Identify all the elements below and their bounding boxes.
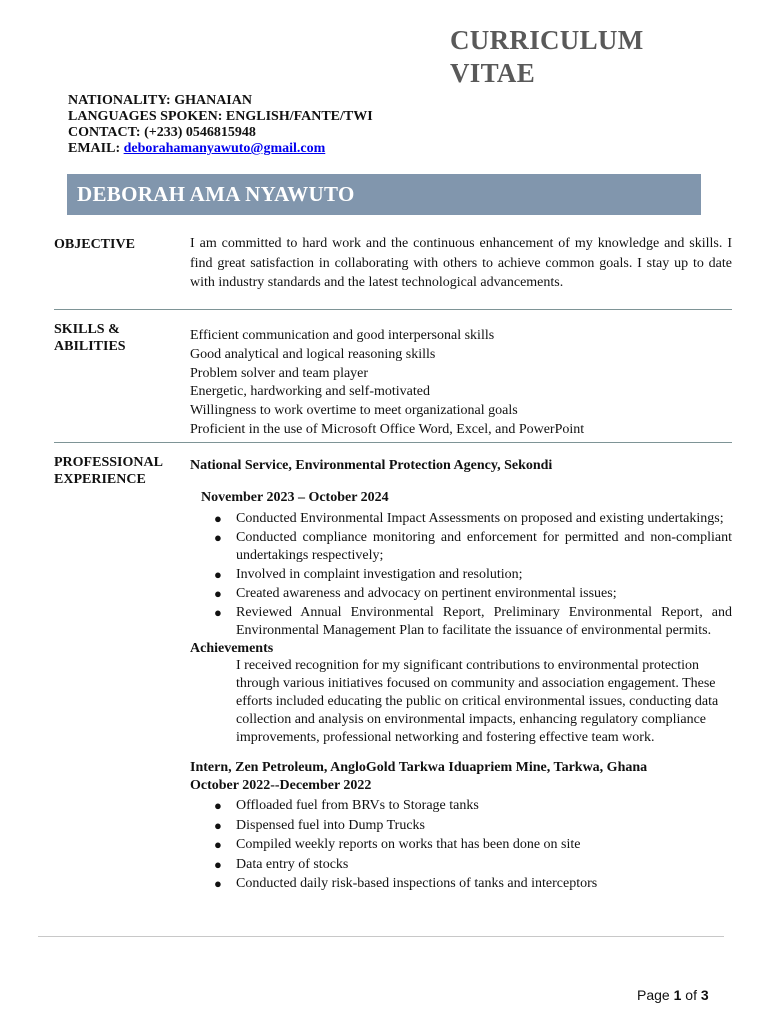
email-link[interactable]: deborahamanyawuto@gmail.com [123, 141, 326, 156]
skills-label-line-2: ABILITIES [54, 339, 126, 354]
skill-item: Problem solver and team player [190, 365, 369, 381]
page-word: Page [637, 987, 670, 1003]
job-1-dates: November 2023 – October 2024 [201, 490, 389, 505]
bullet-icon: ● [214, 876, 222, 891]
experience-label [54, 454, 163, 488]
total-pages: 3 [700, 987, 709, 1003]
objective-label: OBJECTIVE [54, 237, 135, 252]
duty-text: Offloaded fuel from BRVs to Storage tanks [236, 798, 479, 813]
nationality: NATIONALITY: GHANAIAN [68, 93, 252, 108]
achievements-text: I received recognition for my significant contributions to environmental protection through various initiatives focused on community and association engagement. These efforts included educating the public on critical environmental issues, conducting data collection and analysis on environmental impacts, enhancing regulatory compliance improvements, professional networking and fostering effective team work. [236, 658, 719, 746]
skill-item: Energetic, hardworking and self-motivated [190, 384, 430, 400]
experience-label-line-1: PROFESSIONAL [54, 455, 163, 470]
duty-item [190, 875, 732, 894]
achievements-heading: Achievements [190, 641, 274, 656]
duty-item [190, 797, 732, 816]
document-title [450, 24, 710, 90]
bullet-icon: ● [214, 511, 222, 526]
of-word: of [685, 987, 697, 1003]
duty-text: Conducted daily risk-based inspections of tanks and interceptors [236, 876, 598, 891]
bullet-icon: ● [214, 586, 222, 601]
phone: CONTACT: (+233) 0546815948 [68, 125, 256, 140]
job-2-title: Intern, Zen Petroleum, AngloGold Tarkwa Iduapriem Mine, Tarkwa, Ghana [190, 760, 648, 775]
email-row [68, 141, 373, 157]
skills-list [190, 327, 584, 440]
duty-item [190, 529, 732, 565]
duty-text: Created awareness and advocacy on pertinent environmental issues; [236, 586, 617, 601]
skill-item: Proficient in the use of Microsoft Office Word, Excel, and PowerPoint [190, 421, 585, 437]
job-2-duties [190, 797, 732, 895]
duty-item [190, 856, 732, 875]
objective-text: I am committed to hard work and the continuous enhancement of my knowledge and skills. I find great satisfaction in collaborating with others to achieve common goals. I stay up to date with industry standards and the latest technological advancements. [190, 236, 732, 290]
bullet-icon: ● [214, 817, 222, 833]
section-divider [54, 309, 732, 310]
duty-item [190, 510, 732, 528]
duty-item [190, 817, 732, 836]
duty-item [190, 585, 732, 603]
bullet-icon: ● [214, 798, 222, 813]
email-label: EMAIL: [68, 141, 124, 156]
duty-text: Data entry of stocks [236, 856, 349, 872]
duty-item [190, 604, 732, 640]
bullet-icon: ● [214, 530, 222, 545]
duty-text: Compiled weekly reports on works that has been done on site [236, 837, 581, 852]
duty-item [190, 836, 732, 855]
duty-text: Involved in complaint investigation and resolution; [236, 567, 523, 582]
duty-text: Reviewed Annual Environmental Report, Preliminary Environmental Report, and Environmental Management Plan to facilitate the issuance of environmental permits. [236, 605, 732, 638]
duty-text: Conducted Environmental Impact Assessments on proposed and existing undertakings; [236, 511, 724, 526]
skills-label-line-1: SKILLS & [54, 322, 120, 337]
experience-label-line-2: EXPERIENCE [54, 472, 146, 487]
job-1-title: National Service, Environmental Protection Agency, Sekondi [190, 458, 553, 473]
skill-item: Efficient communication and good interpersonal skills [190, 328, 495, 343]
contact-block [68, 93, 373, 157]
bullet-icon: ● [214, 837, 222, 852]
job-1-duties [190, 510, 732, 641]
duty-text: Dispensed fuel into Dump Trucks [236, 817, 425, 833]
skill-item: Good analytical and logical reasoning skills [190, 346, 436, 362]
bullet-icon: ● [214, 856, 222, 872]
current-page: 1 [673, 987, 682, 1003]
bullet-icon: ● [214, 605, 222, 620]
duty-item [190, 566, 732, 584]
title-line-2: VITAE [450, 58, 536, 88]
job-2-dates: October 2022--December 2022 [190, 778, 372, 793]
title-line-1: CURRICULUM [450, 25, 644, 55]
page-indicator [637, 987, 709, 1003]
footer-divider [38, 936, 724, 937]
duty-text: Conducted compliance monitoring and enforcement for permitted and non-compliant undertakings respectively; [236, 530, 732, 563]
skills-label [54, 321, 126, 355]
name-banner: DEBORAH AMA NYAWUTO [67, 174, 701, 215]
skill-item: Willingness to work overtime to meet organizational goals [190, 403, 518, 419]
bullet-icon: ● [214, 567, 222, 582]
languages: LANGUAGES SPOKEN: ENGLISH/FANTE/TWI [68, 109, 373, 124]
section-divider [54, 442, 732, 443]
